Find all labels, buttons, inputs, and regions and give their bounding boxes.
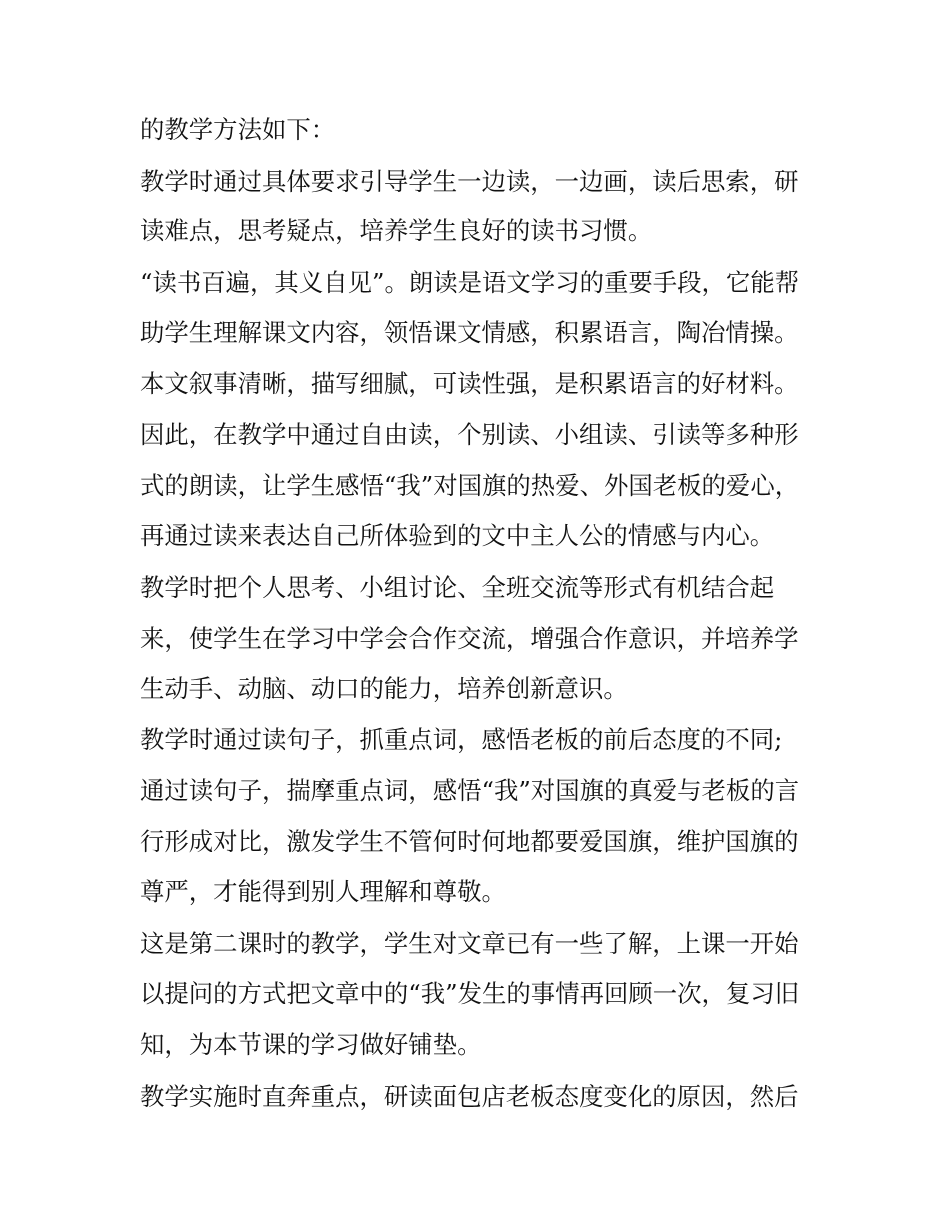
text-line: 教学时把个人思考、小组讨论、全班交流等形式有机结合起 bbox=[140, 573, 775, 602]
text-line: 教学实施时直奔重点，研读面包店老板态度变化的原因，然后 bbox=[140, 1082, 799, 1111]
text-line: 本文叙事清晰，描写细腻，可读性强，是积累语言的好材料。 bbox=[140, 369, 799, 398]
text-line: 通过读句子，揣摩重点词，感悟“我”对国旗的真爱与老板的言 bbox=[140, 776, 800, 805]
text-line: 因此，在教学中通过自由读，个别读、小组读、引读等多种形 bbox=[140, 420, 799, 449]
text-line: 生动手、动脑、动口的能力，培养创新意识。 bbox=[140, 674, 628, 703]
text-line: 读难点，思考疑点，培养学生良好的读书习惯。 bbox=[140, 216, 653, 245]
text-line: 式的朗读，让学生感悟“我”对国旗的热爱、外国老板的爱心， bbox=[140, 471, 800, 500]
text-line: 助学生理解课文内容，领悟课文情感，积累语言，陶冶情操。 bbox=[140, 318, 799, 347]
text-line: 教学时通过具体要求引导学生一边读，一边画，读后思索，研 bbox=[140, 167, 799, 196]
text-line: 行形成对比，激发学生不管何时何地都要爱国旗，维护国旗的 bbox=[140, 827, 799, 856]
text-line: 尊严，才能得到别人理解和尊敬。 bbox=[140, 877, 506, 906]
text-line: 再通过读来表达自己所体验到的文中主人公的情感与内心。 bbox=[140, 521, 775, 550]
text-line: 的教学方法如下： bbox=[140, 115, 336, 144]
text-line: 知，为本节课的学习做好铺垫。 bbox=[140, 1030, 482, 1059]
text-line: 教学时通过读句子，抓重点词，感悟老板的前后态度的不同; bbox=[140, 725, 783, 754]
text-line: 这是第二课时的教学，学生对文章已有一些了解，上课一开始 bbox=[140, 929, 799, 958]
text-line: 来，使学生在学习中学会合作交流，增强合作意识，并培养学 bbox=[140, 624, 799, 653]
text-line: 以提问的方式把文章中的“我”发生的事情再回顾一次，复习旧 bbox=[140, 979, 800, 1008]
text-line: “读书百遍，其义自见”。朗读是语文学习的重要手段，它能帮 bbox=[140, 268, 800, 297]
